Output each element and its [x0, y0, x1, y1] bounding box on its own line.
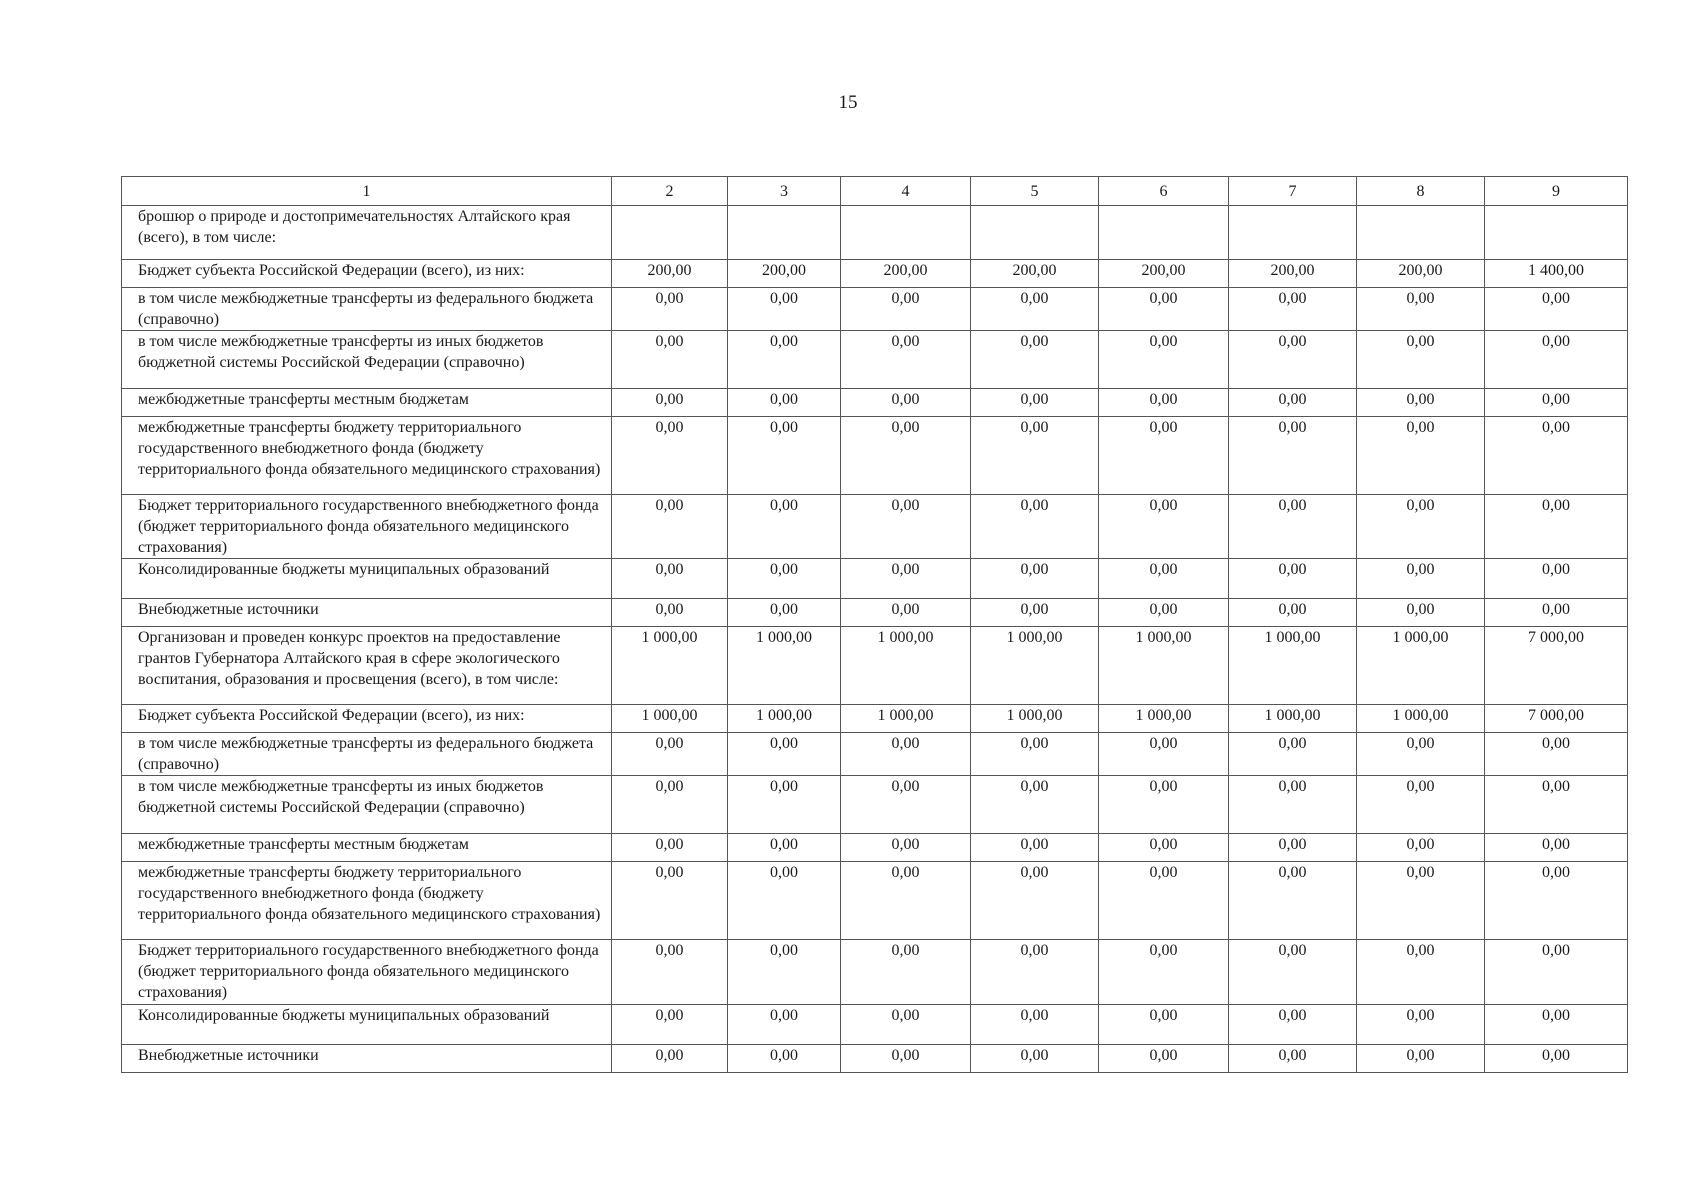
value-cell: 0,00: [841, 417, 971, 495]
value-cell: 0,00: [1229, 559, 1357, 599]
value-cell: 0,00: [1229, 417, 1357, 495]
value-cell: 200,00: [841, 260, 971, 288]
value-cell: [1485, 206, 1628, 260]
value-cell: 0,00: [841, 1005, 971, 1045]
value-cell: 0,00: [1229, 862, 1357, 940]
table-row: [122, 495, 1628, 559]
value-cell: 7 000,00: [1485, 627, 1628, 705]
value-cell: 200,00: [1099, 260, 1229, 288]
row-label: Консолидированные бюджеты муниципальных образований: [122, 1005, 612, 1045]
row-label: в том числе межбюджетные трансферты из федерального бюджета (справочно): [122, 733, 612, 776]
value-cell: 1 000,00: [728, 627, 841, 705]
page-number: 15: [838, 92, 858, 113]
column-header: 4: [841, 177, 971, 206]
value-cell: 0,00: [612, 559, 728, 599]
value-cell: 0,00: [1229, 331, 1357, 389]
value-cell: 0,00: [971, 862, 1099, 940]
row-label: межбюджетные трансферты местным бюджетам: [122, 834, 612, 862]
value-cell: 0,00: [1357, 940, 1485, 1005]
table-row: [122, 331, 1628, 389]
value-cell: 0,00: [1485, 1005, 1628, 1045]
value-cell: 0,00: [1099, 389, 1229, 417]
value-cell: 0,00: [841, 862, 971, 940]
value-cell: 0,00: [1099, 417, 1229, 495]
value-cell: 0,00: [1229, 940, 1357, 1005]
table-header-row: [122, 177, 1628, 206]
value-cell: 200,00: [971, 260, 1099, 288]
value-cell: 0,00: [1099, 733, 1229, 776]
value-cell: 1 000,00: [1099, 627, 1229, 705]
row-label: Бюджет территориального государственного внебюджетного фонда (бюджет территориального фонда обязательного медицинского страхования): [122, 940, 612, 1005]
value-cell: 0,00: [1357, 733, 1485, 776]
value-cell: 0,00: [1229, 733, 1357, 776]
column-header: 1: [122, 177, 612, 206]
value-cell: [971, 206, 1099, 260]
value-cell: 0,00: [612, 389, 728, 417]
row-label: в том числе межбюджетные трансферты из федерального бюджета (справочно): [122, 288, 612, 331]
value-cell: 0,00: [728, 940, 841, 1005]
value-cell: 0,00: [728, 599, 841, 627]
value-cell: 0,00: [612, 1045, 728, 1073]
value-cell: 0,00: [1357, 389, 1485, 417]
value-cell: 0,00: [612, 862, 728, 940]
value-cell: 0,00: [841, 331, 971, 389]
value-cell: 0,00: [841, 733, 971, 776]
row-label: Бюджет субъекта Российской Федерации (всего), из них:: [122, 260, 612, 288]
table-row: [122, 260, 1628, 288]
value-cell: 1 000,00: [1229, 627, 1357, 705]
value-cell: 1 000,00: [971, 705, 1099, 733]
value-cell: 0,00: [1485, 389, 1628, 417]
value-cell: 0,00: [1099, 599, 1229, 627]
value-cell: 0,00: [971, 417, 1099, 495]
value-cell: 0,00: [1099, 776, 1229, 834]
value-cell: 0,00: [971, 559, 1099, 599]
value-cell: 1 000,00: [612, 627, 728, 705]
row-label: Бюджет субъекта Российской Федерации (всего), из них:: [122, 705, 612, 733]
table-row: [122, 862, 1628, 940]
value-cell: [841, 206, 971, 260]
value-cell: 0,00: [728, 776, 841, 834]
row-label: Внебюджетные источники: [122, 1045, 612, 1073]
value-cell: 0,00: [1229, 1045, 1357, 1073]
value-cell: 0,00: [1357, 417, 1485, 495]
value-cell: 0,00: [841, 389, 971, 417]
column-header: 2: [612, 177, 728, 206]
value-cell: 0,00: [1357, 1045, 1485, 1073]
value-cell: 0,00: [612, 940, 728, 1005]
value-cell: 0,00: [1099, 1005, 1229, 1045]
table-row: [122, 1045, 1628, 1073]
value-cell: 0,00: [728, 331, 841, 389]
value-cell: 0,00: [971, 389, 1099, 417]
row-label: Консолидированные бюджеты муниципальных образований: [122, 559, 612, 599]
value-cell: 0,00: [841, 559, 971, 599]
value-cell: 0,00: [841, 288, 971, 331]
value-cell: 0,00: [1229, 389, 1357, 417]
value-cell: [728, 206, 841, 260]
value-cell: 0,00: [971, 834, 1099, 862]
value-cell: 0,00: [612, 1005, 728, 1045]
row-label: межбюджетные трансферты бюджету территориального государственного внебюджетного фонда (бюджету территориального фонда обязательного медицинского страхования): [122, 862, 612, 940]
row-label: брошюр о природе и достопримечательностях Алтайского края (всего), в том числе:: [122, 206, 612, 260]
value-cell: 200,00: [1229, 260, 1357, 288]
value-cell: 1 000,00: [841, 627, 971, 705]
value-cell: [612, 206, 728, 260]
value-cell: 0,00: [1485, 940, 1628, 1005]
value-cell: 0,00: [612, 834, 728, 862]
value-cell: 1 000,00: [1099, 705, 1229, 733]
value-cell: 0,00: [1485, 862, 1628, 940]
column-header: 7: [1229, 177, 1357, 206]
value-cell: 0,00: [728, 559, 841, 599]
value-cell: 0,00: [612, 733, 728, 776]
table-row: [122, 940, 1628, 1005]
column-header: 3: [728, 177, 841, 206]
value-cell: 200,00: [728, 260, 841, 288]
table-row: [122, 1005, 1628, 1045]
value-cell: [1357, 206, 1485, 260]
table-row: [122, 599, 1628, 627]
value-cell: 0,00: [1357, 559, 1485, 599]
row-label: межбюджетные трансферты бюджету территориального государственного внебюджетного фонда (бюджету территориального фонда обязательного медицинского страхования): [122, 417, 612, 495]
value-cell: 1 000,00: [1357, 705, 1485, 733]
row-label: Внебюджетные источники: [122, 599, 612, 627]
value-cell: 0,00: [612, 288, 728, 331]
row-label: в том числе межбюджетные трансферты из иных бюджетов бюджетной системы Российской Федерации (справочно): [122, 776, 612, 834]
value-cell: 0,00: [841, 495, 971, 559]
table-row: [122, 206, 1628, 260]
value-cell: 0,00: [612, 776, 728, 834]
column-header: 6: [1099, 177, 1229, 206]
value-cell: 0,00: [728, 834, 841, 862]
value-cell: 0,00: [1485, 834, 1628, 862]
value-cell: 7 000,00: [1485, 705, 1628, 733]
value-cell: 0,00: [728, 862, 841, 940]
value-cell: 0,00: [1099, 834, 1229, 862]
value-cell: 0,00: [1357, 1005, 1485, 1045]
value-cell: 0,00: [1229, 834, 1357, 862]
value-cell: 0,00: [841, 776, 971, 834]
value-cell: 0,00: [1357, 599, 1485, 627]
value-cell: [1229, 206, 1357, 260]
value-cell: 0,00: [971, 288, 1099, 331]
value-cell: 0,00: [1229, 599, 1357, 627]
value-cell: 0,00: [971, 1005, 1099, 1045]
value-cell: 200,00: [612, 260, 728, 288]
value-cell: 0,00: [1357, 331, 1485, 389]
table-row: [122, 627, 1628, 705]
value-cell: 0,00: [1099, 288, 1229, 331]
value-cell: 0,00: [971, 599, 1099, 627]
value-cell: 0,00: [1485, 599, 1628, 627]
value-cell: 0,00: [728, 1005, 841, 1045]
value-cell: 0,00: [1485, 776, 1628, 834]
value-cell: 0,00: [728, 288, 841, 331]
table-row: [122, 417, 1628, 495]
value-cell: 0,00: [728, 1045, 841, 1073]
value-cell: 1 000,00: [1357, 627, 1485, 705]
value-cell: 1 000,00: [1229, 705, 1357, 733]
value-cell: 0,00: [841, 599, 971, 627]
table-body: [122, 206, 1628, 1073]
table-row: [122, 834, 1628, 862]
value-cell: 1 000,00: [841, 705, 971, 733]
value-cell: 0,00: [612, 495, 728, 559]
value-cell: 0,00: [1229, 1005, 1357, 1045]
value-cell: 0,00: [971, 331, 1099, 389]
value-cell: 1 400,00: [1485, 260, 1628, 288]
row-label: Организован и проведен конкурс проектов на предоставление грантов Губернатора Алтайского края в сфере экологического воспитания, образования и просвещения (всего), в том числе:: [122, 627, 612, 705]
value-cell: 0,00: [1229, 495, 1357, 559]
value-cell: 0,00: [1099, 331, 1229, 389]
value-cell: 0,00: [728, 733, 841, 776]
value-cell: 0,00: [841, 1045, 971, 1073]
value-cell: 0,00: [728, 389, 841, 417]
value-cell: 0,00: [612, 417, 728, 495]
table-row: [122, 559, 1628, 599]
row-label: в том числе межбюджетные трансферты из иных бюджетов бюджетной системы Российской Федерации (справочно): [122, 331, 612, 389]
value-cell: 0,00: [971, 940, 1099, 1005]
table-row: [122, 776, 1628, 834]
value-cell: 0,00: [1099, 940, 1229, 1005]
value-cell: 0,00: [1357, 776, 1485, 834]
value-cell: 0,00: [1229, 288, 1357, 331]
row-label: Бюджет территориального государственного внебюджетного фонда (бюджет территориального фонда обязательного медицинского страхования): [122, 495, 612, 559]
value-cell: 0,00: [1485, 417, 1628, 495]
value-cell: 0,00: [971, 495, 1099, 559]
value-cell: 0,00: [1099, 559, 1229, 599]
value-cell: 0,00: [841, 834, 971, 862]
value-cell: 0,00: [1485, 495, 1628, 559]
value-cell: 0,00: [612, 599, 728, 627]
value-cell: 0,00: [1357, 288, 1485, 331]
value-cell: 1 000,00: [971, 627, 1099, 705]
value-cell: 0,00: [971, 1045, 1099, 1073]
value-cell: 0,00: [1485, 288, 1628, 331]
column-header: 8: [1357, 177, 1485, 206]
budget-table: [121, 176, 1628, 1073]
value-cell: 0,00: [1099, 1045, 1229, 1073]
value-cell: 0,00: [612, 331, 728, 389]
value-cell: 0,00: [1485, 1045, 1628, 1073]
value-cell: 1 000,00: [728, 705, 841, 733]
value-cell: 0,00: [1357, 495, 1485, 559]
value-cell: 0,00: [1099, 495, 1229, 559]
column-header: 9: [1485, 177, 1628, 206]
value-cell: 0,00: [1357, 834, 1485, 862]
value-cell: 0,00: [1485, 559, 1628, 599]
value-cell: 0,00: [1229, 776, 1357, 834]
table-row: [122, 389, 1628, 417]
table-row: [122, 288, 1628, 331]
value-cell: 0,00: [1485, 331, 1628, 389]
value-cell: 0,00: [728, 495, 841, 559]
value-cell: 0,00: [1357, 862, 1485, 940]
value-cell: 1 000,00: [612, 705, 728, 733]
value-cell: [1099, 206, 1229, 260]
value-cell: 0,00: [971, 776, 1099, 834]
table-row: [122, 705, 1628, 733]
value-cell: 0,00: [1099, 862, 1229, 940]
row-label: межбюджетные трансферты местным бюджетам: [122, 389, 612, 417]
column-header: 5: [971, 177, 1099, 206]
table-row: [122, 733, 1628, 776]
value-cell: 0,00: [971, 733, 1099, 776]
value-cell: 200,00: [1357, 260, 1485, 288]
value-cell: 0,00: [728, 417, 841, 495]
value-cell: 0,00: [1485, 733, 1628, 776]
value-cell: 0,00: [841, 940, 971, 1005]
